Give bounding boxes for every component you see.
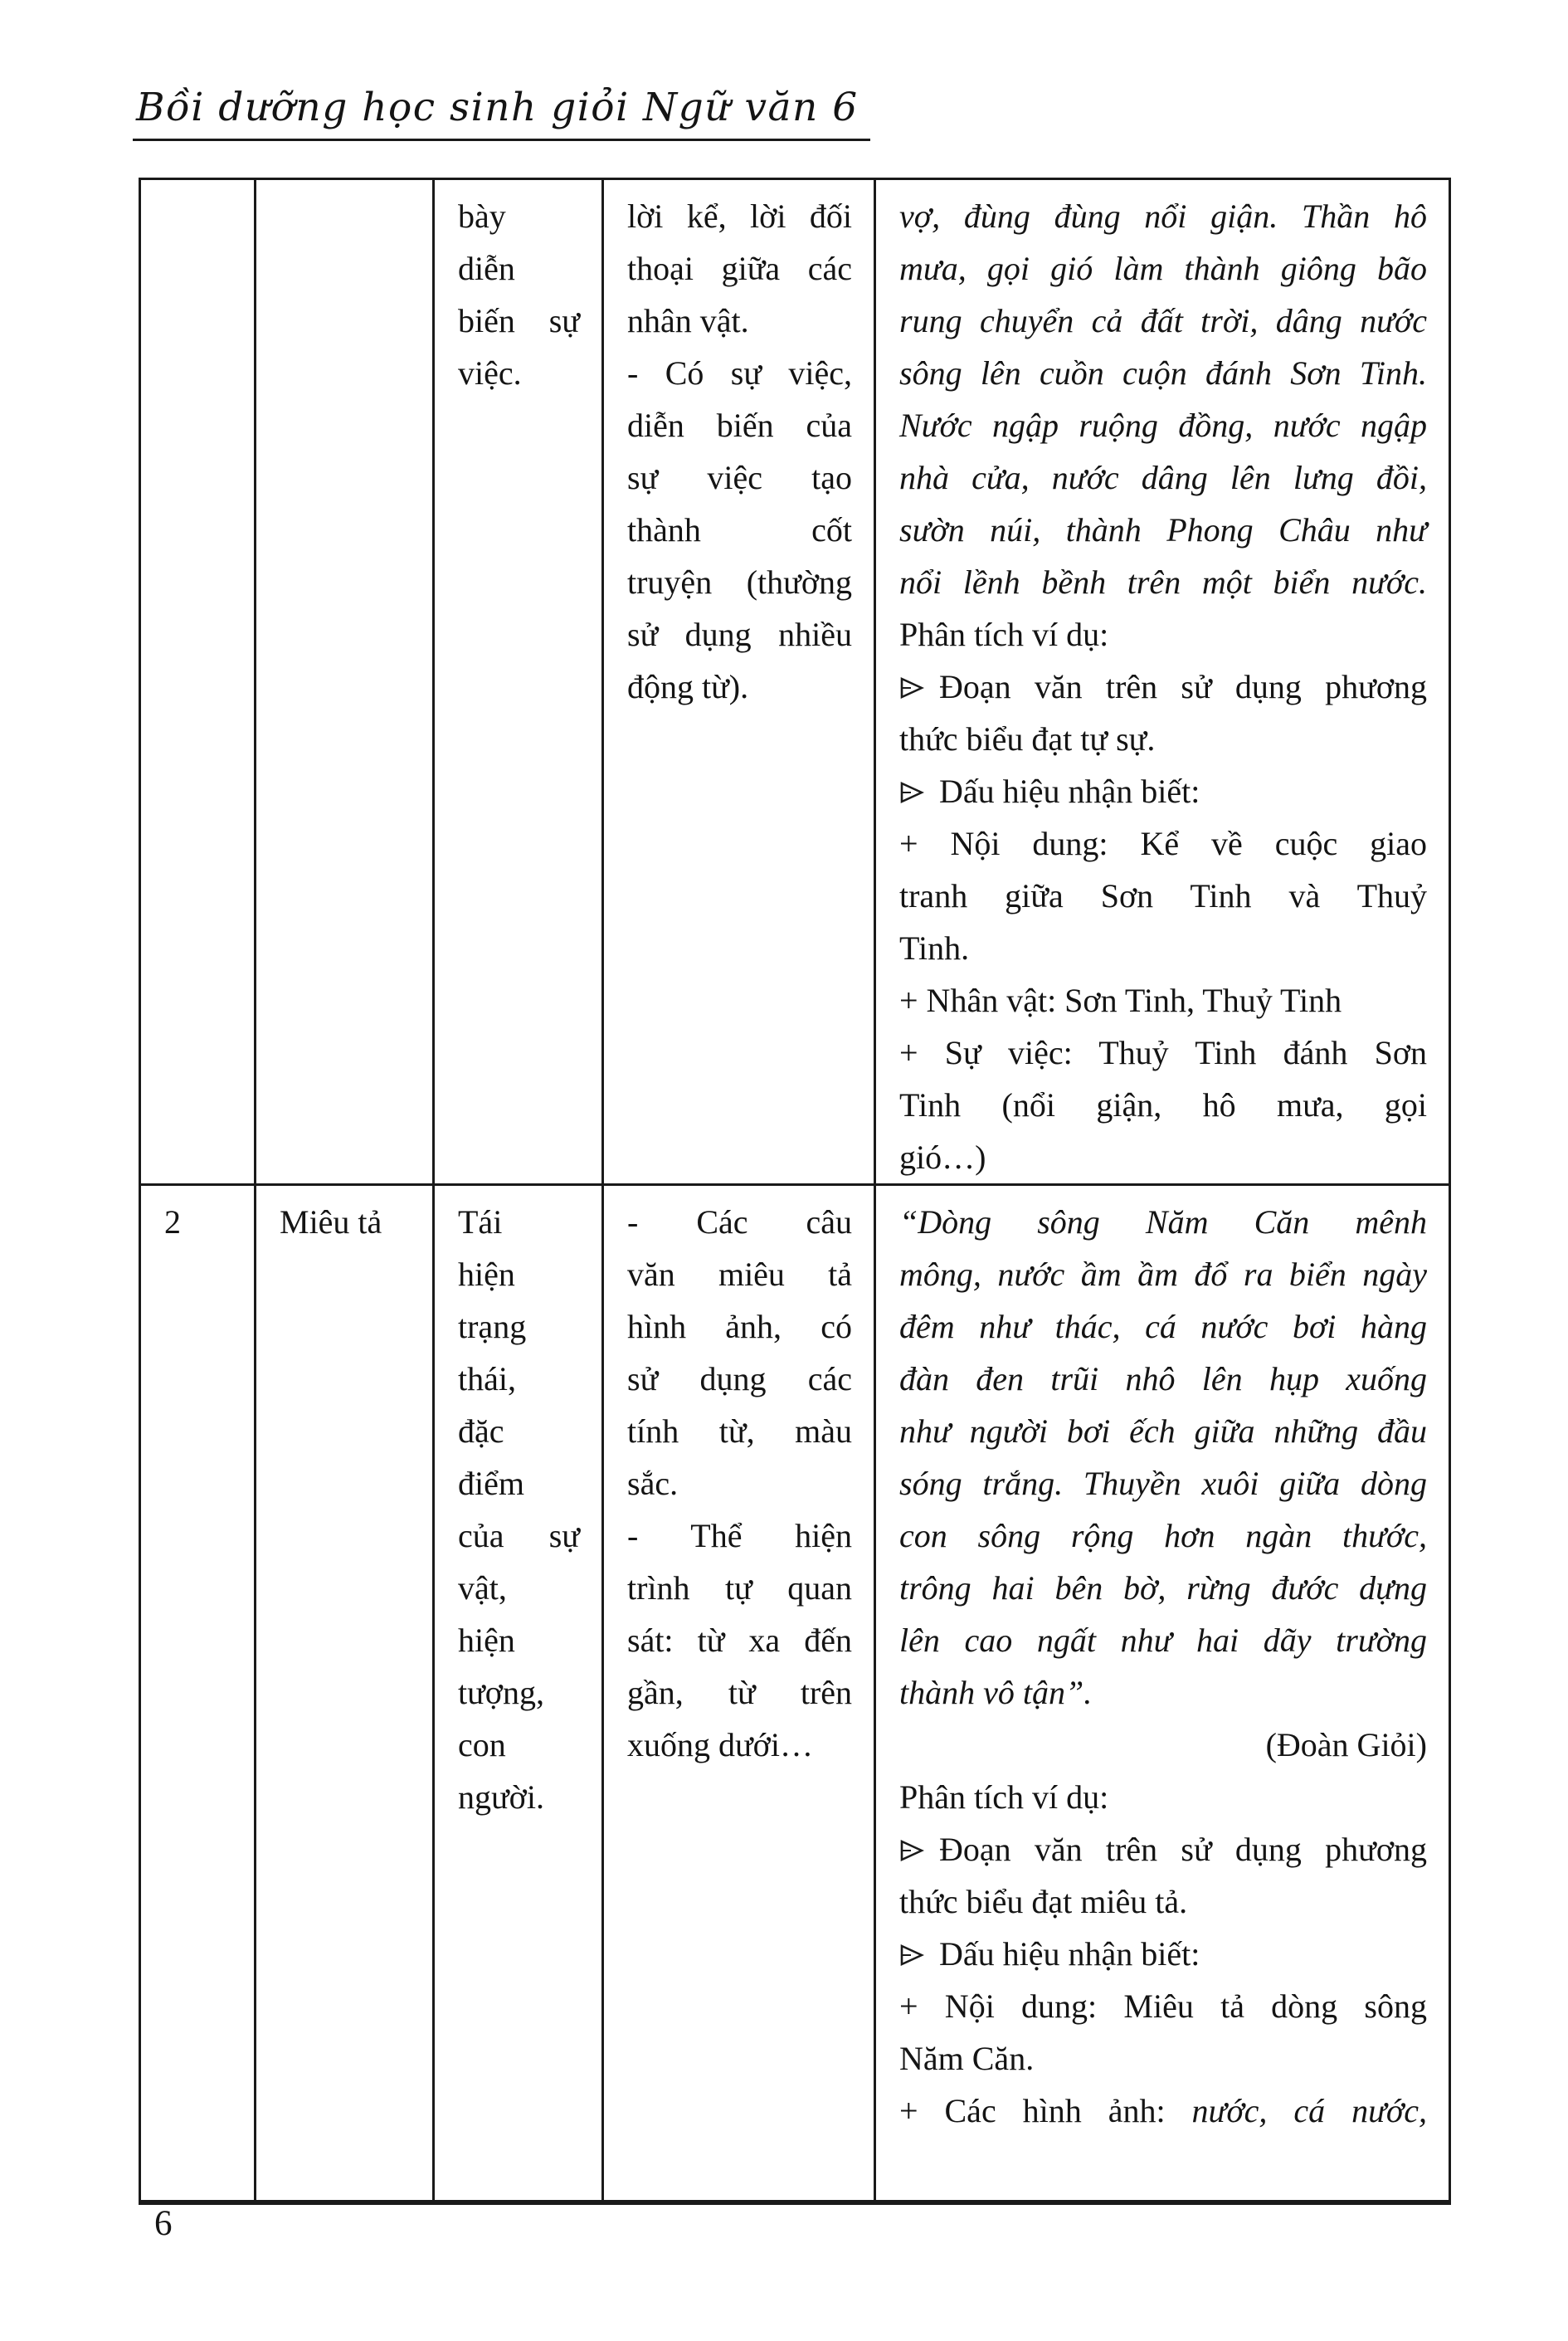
text-line xyxy=(899,1079,1427,1131)
text-line xyxy=(899,1666,1427,1719)
text-run: gió…) xyxy=(899,1139,986,1176)
text-line xyxy=(458,1457,580,1509)
text-run: Miêu tả xyxy=(280,1203,382,1241)
text-line xyxy=(899,295,1427,347)
text-line xyxy=(627,1353,852,1405)
text-line xyxy=(899,1614,1427,1666)
text-line xyxy=(458,1666,580,1719)
text-run: - Có sự việc, xyxy=(627,354,852,392)
text-run: Phân tích ví dụ: xyxy=(899,1778,1109,1816)
text-run: nước, cá nước, xyxy=(1191,2092,1427,2129)
text-run: đàn đen trũi nhô lên hụp xuống xyxy=(899,1360,1427,1397)
text-run: nổi lềnh bềnh trên một biển nước. xyxy=(899,563,1427,601)
text-run: mưa, gọi gió làm thành giông bão xyxy=(899,250,1427,287)
text-line xyxy=(899,2032,1427,2085)
text-line xyxy=(899,661,1427,713)
cell-signs xyxy=(603,1185,875,2202)
text-run: vợ, đùng đùng nổi giận. Thần hô xyxy=(899,198,1427,235)
text-line xyxy=(899,1405,1427,1457)
text-line xyxy=(899,713,1427,765)
text-line xyxy=(627,451,852,504)
text-line xyxy=(627,1719,852,1771)
text-run: Phân tích ví dụ: xyxy=(899,616,1109,653)
text-line xyxy=(458,1300,580,1353)
cell-index xyxy=(140,179,256,1185)
text-run: động từ). xyxy=(627,668,749,705)
text-run: + Nhân vật: Sơn Tinh, Thuỷ Tinh xyxy=(899,982,1342,1019)
text-run: tính từ, màu xyxy=(627,1412,852,1450)
text-line xyxy=(458,1196,580,1248)
text-line xyxy=(627,347,852,399)
text-line xyxy=(899,1131,1427,1183)
text-run: sự việc tạo xyxy=(627,459,852,496)
text-line xyxy=(627,295,852,347)
text-run: Nước ngập ruộng đồng, nước ngập xyxy=(899,407,1427,444)
text-line xyxy=(899,451,1427,504)
text-line xyxy=(899,1980,1427,2032)
text-run: 2 xyxy=(164,1203,181,1241)
text-line xyxy=(899,1457,1427,1509)
text-line xyxy=(899,190,1427,242)
text-line xyxy=(627,1457,852,1509)
text-line xyxy=(899,1719,1427,1771)
text-line xyxy=(899,347,1427,399)
text-run: thành cốt xyxy=(627,511,852,549)
text-line xyxy=(899,1196,1427,1248)
text-run: + Các hình ảnh: xyxy=(899,2092,1192,2129)
text-line xyxy=(627,399,852,451)
cell-concept xyxy=(434,1185,603,2202)
text-run: lên cao ngất như hai dãy trường xyxy=(899,1622,1427,1659)
page-number: 6 xyxy=(154,2204,173,2243)
text-run: Tinh (nổi giận, hô mưa, gọi xyxy=(899,1086,1427,1124)
text-run: Tinh. xyxy=(899,929,970,967)
text-line xyxy=(627,190,852,242)
text-line xyxy=(458,1353,580,1405)
text-line xyxy=(899,399,1427,451)
text-line xyxy=(899,608,1427,661)
text-line xyxy=(627,1248,852,1300)
text-run: diễn biến của xyxy=(627,407,852,444)
text-line xyxy=(164,1196,232,1248)
text-line xyxy=(627,504,852,556)
text-line xyxy=(627,608,852,661)
text-line xyxy=(458,1614,580,1666)
text-line xyxy=(899,242,1427,295)
arrowhead-bullet-icon xyxy=(899,1943,924,1968)
text-run: nhân vật. xyxy=(627,302,749,339)
text-run: Năm Căn. xyxy=(899,2040,1035,2077)
text-run: xuống dưới… xyxy=(627,1726,813,1763)
text-run: thức biểu đạt tự sự. xyxy=(899,720,1156,758)
text-run: tượng, xyxy=(458,1674,544,1711)
text-run: sử dụng nhiều xyxy=(627,616,852,653)
text-run: trông hai bên bờ, rừng đước dựng xyxy=(899,1569,1427,1607)
text-line xyxy=(627,1666,852,1719)
text-run: thức biểu đạt miêu tả. xyxy=(899,1883,1188,1920)
text-run: mông, nước ầm ầm đổ ra biển ngày xyxy=(899,1256,1427,1293)
text-line xyxy=(899,1300,1427,1353)
text-line xyxy=(627,242,852,295)
text-run: như người bơi ếch giữa những đầu xyxy=(899,1412,1427,1450)
text-line xyxy=(627,1300,852,1353)
text-line xyxy=(458,295,580,347)
text-line xyxy=(458,1405,580,1457)
text-line xyxy=(627,1509,852,1562)
text-line xyxy=(899,922,1427,974)
text-run: gần, từ trên xyxy=(627,1674,852,1711)
text-run: sóng trắng. Thuyền xuôi giữa dòng xyxy=(899,1465,1427,1502)
text-run: diễn xyxy=(458,250,515,287)
text-run: tranh giữa Sơn Tinh và Thuỷ xyxy=(899,877,1427,914)
cell-concept xyxy=(434,179,603,1185)
text-run: sườn núi, thành Phong Châu như xyxy=(899,511,1427,549)
text-run: Dấu hiệu nhận biết: xyxy=(939,773,1200,810)
text-run: rung chuyển cả đất trời, dâng nước xyxy=(899,302,1427,339)
text-line xyxy=(458,1771,580,1823)
table-row xyxy=(140,1185,1450,2202)
text-line xyxy=(627,1196,852,1248)
text-run: vật, xyxy=(458,1569,507,1607)
text-run: sát: từ xa đến xyxy=(627,1622,852,1659)
table-row xyxy=(140,179,1450,1185)
text-run: bày xyxy=(458,198,506,235)
text-run: + Sự việc: Thuỷ Tinh đánh Sơn xyxy=(899,1034,1427,1071)
text-line xyxy=(899,1771,1427,1823)
text-line xyxy=(899,817,1427,870)
text-run: hiện xyxy=(458,1256,515,1293)
arrowhead-bullet-icon xyxy=(899,1838,924,1863)
cell-example xyxy=(875,179,1450,1185)
text-run: biến sự xyxy=(458,302,580,339)
cell-example xyxy=(875,1185,1450,2202)
text-run: con sông rộng hơn ngàn thước, xyxy=(899,1517,1427,1554)
text-run: đặc xyxy=(458,1412,504,1450)
text-line xyxy=(899,2085,1427,2137)
text-run: con xyxy=(458,1726,506,1763)
text-line xyxy=(627,1562,852,1614)
text-line xyxy=(899,556,1427,608)
text-line xyxy=(899,1353,1427,1405)
text-line xyxy=(458,347,580,399)
text-line xyxy=(458,1719,580,1771)
text-line xyxy=(899,870,1427,922)
text-run: - Các câu xyxy=(627,1203,852,1241)
text-run: Đoạn văn trên sử dụng phương xyxy=(939,1831,1427,1868)
text-run: Đoạn văn trên sử dụng phương xyxy=(939,668,1427,705)
text-line xyxy=(458,1562,580,1614)
text-run: văn miêu tả xyxy=(627,1256,852,1293)
text-run: điểm xyxy=(458,1465,524,1502)
cell-signs xyxy=(603,179,875,1185)
text-run: (Đoàn Giỏi) xyxy=(1265,1726,1427,1763)
arrowhead-bullet-icon xyxy=(899,675,924,700)
text-line xyxy=(899,504,1427,556)
text-line xyxy=(899,1562,1427,1614)
cell-method xyxy=(256,1185,434,2202)
text-line xyxy=(280,1196,411,1248)
text-run: + Nội dung: Kể về cuộc giao xyxy=(899,825,1427,862)
text-line xyxy=(458,1248,580,1300)
text-run: Dấu hiệu nhận biết: xyxy=(939,1935,1200,1973)
running-header-title: Bồi dưỡng học sinh giỏi Ngữ văn 6 xyxy=(133,85,870,141)
text-run: lời kể, lời đối xyxy=(627,198,852,235)
text-line xyxy=(899,974,1427,1027)
expression-methods-table xyxy=(139,178,1451,2205)
text-line xyxy=(899,1027,1427,1079)
text-run: “Dòng sông Năm Căn mênh xyxy=(899,1203,1427,1241)
text-run: hiện xyxy=(458,1622,515,1659)
text-run: việc. xyxy=(458,354,522,392)
text-line xyxy=(458,190,580,242)
text-run: hình ảnh, có xyxy=(627,1308,852,1345)
text-run: trạng xyxy=(458,1308,527,1345)
text-run: thái, xyxy=(458,1360,516,1397)
text-line xyxy=(899,1875,1427,1928)
text-run: đêm như thác, cá nước bơi hàng xyxy=(899,1308,1427,1345)
text-run: truyện (thường xyxy=(627,563,852,601)
text-run: sắc. xyxy=(627,1465,679,1502)
text-line xyxy=(627,556,852,608)
text-line xyxy=(899,1928,1427,1980)
arrowhead-bullet-icon xyxy=(899,780,924,805)
text-run: nhà cửa, nước dâng lên lưng đồi, xyxy=(899,459,1427,496)
text-line xyxy=(899,1509,1427,1562)
text-line xyxy=(899,765,1427,817)
cell-method xyxy=(256,179,434,1185)
text-line xyxy=(899,1823,1427,1875)
text-line xyxy=(627,1614,852,1666)
text-run: thoại giữa các xyxy=(627,250,852,287)
text-run: trình tự quan xyxy=(627,1569,852,1607)
text-line xyxy=(899,1248,1427,1300)
text-run: của sự xyxy=(458,1517,580,1554)
text-run: thành vô tận”. xyxy=(899,1674,1093,1711)
text-line xyxy=(458,242,580,295)
text-line xyxy=(627,1405,852,1457)
text-run: sử dụng các xyxy=(627,1360,852,1397)
cell-index xyxy=(140,1185,256,2202)
text-line xyxy=(627,661,852,713)
text-run: - Thể hiện xyxy=(627,1517,852,1554)
text-run: + Nội dung: Miêu tả dòng sông xyxy=(899,1987,1427,2025)
text-run: Tái xyxy=(458,1203,503,1241)
text-run: người. xyxy=(458,1778,544,1816)
text-line xyxy=(458,1509,580,1562)
text-run: sông lên cuồn cuộn đánh Sơn Tinh. xyxy=(899,354,1427,392)
